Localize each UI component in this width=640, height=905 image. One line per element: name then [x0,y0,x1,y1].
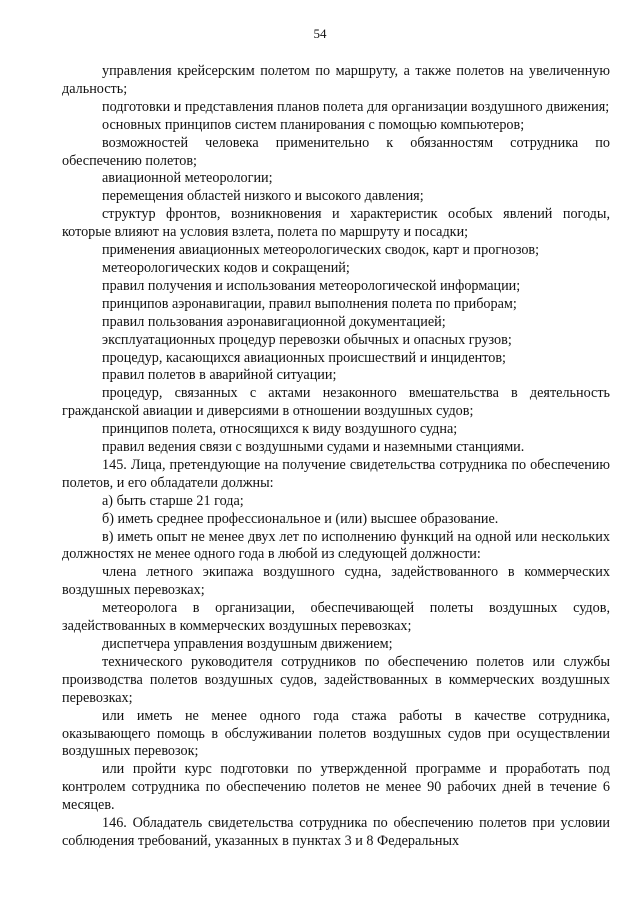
paragraph: метеоролога в организации, обеспечивающей полеты воздушных судов, задействованных в коммерческих воздушных перевозках; [62,600,610,635]
paragraph: авиационной метеорологии; [102,170,273,187]
paragraph: 146. Обладатель свидетельства сотрудника по обеспечению полетов при условии соблюдения требований, указанных в пунктах 3 и 8 Федеральных [62,815,610,849]
paragraph: основных принципов систем планирования с помощью компьютеров; [102,116,525,133]
paragraph: перемещения областей низкого и высокого давления; [102,188,424,205]
paragraph: структур фронтов, возникновения и характеристик особых явлений погоды, которые влияют на условия взлета, полета по маршруту и посадки; [62,206,610,241]
paragraph: эксплуатационных процедур перевозки обычных и опасных грузов; [102,331,512,348]
paragraph: принципов аэронавигации, правил выполнения полета по приборам; [102,295,517,312]
paragraph: диспетчера управления воздушным движением; [102,636,393,652]
paragraph: или иметь не менее одного года стажа работы в качестве сотрудника, оказывающего помощь в обслуживании полетов воздушных судов при осуществлении воздушных перевозок; [62,707,610,760]
paragraph: возможностей человека применительно к обязанностям сотрудника по обеспечению полетов; [62,134,610,169]
paragraph: управления крейсерским полетом по маршруту, а также полетов на увеличенную дальность; [62,63,610,97]
paragraph: правил получения и использования метеорологической информации; [102,277,521,294]
paragraph: правил полетов в аварийной ситуации; [102,367,337,384]
paragraph: метеорологических кодов и сокращений; [102,259,350,276]
paragraph: правил ведения связи с воздушными судами и наземными станциями. [102,439,525,456]
paragraph: применения авиационных метеорологических сводок, карт и прогнозов; [102,242,540,259]
paragraph: в) иметь опыт не менее двух лет по исполнению функций на одной или нескольких должностях не менее одного года в любой из следующей должности: [62,528,610,563]
paragraph: процедур, связанных с актами незаконного вмешательства в деятельность гражданской авиации и диверсиями в отношении воздушных судов; [62,385,610,420]
paragraph: или пройти курс подготовки по утвержденной программе и проработать под контролем сотрудника по обеспечению полетов не менее 90 рабочих дней в течение 6 месяцев. [62,761,610,814]
document-body [62,63,610,851]
paragraph: члена летного экипажа воздушного судна, задействованного в коммерческих воздушных перевозках; [62,564,610,599]
page-number: 54 [313,26,327,41]
paragraph: подготовки и представления планов полета для организации воздушного движения; [102,98,610,115]
paragraph: технического руководителя сотрудников по обеспечению полетов или службы производства полетов воздушных судов, задействованных в коммерческих воздушных перевозках; [62,653,610,706]
paragraph: правил пользования аэронавигационной документацией; [102,313,446,330]
paragraph: принципов полета, относящихся к виду воздушного судна; [102,421,458,438]
paragraph: 145. Лица, претендующие на получение свидетельства сотрудника по обеспечению полетов, и его обладатели должны: [62,456,610,491]
paragraph: а) быть старше 21 года; [102,492,244,509]
paragraph: процедур, касающихся авиационных происшествий и инцидентов; [102,349,506,366]
paragraph: б) иметь среднее профессиональное и (или) высшее образование. [102,510,499,527]
